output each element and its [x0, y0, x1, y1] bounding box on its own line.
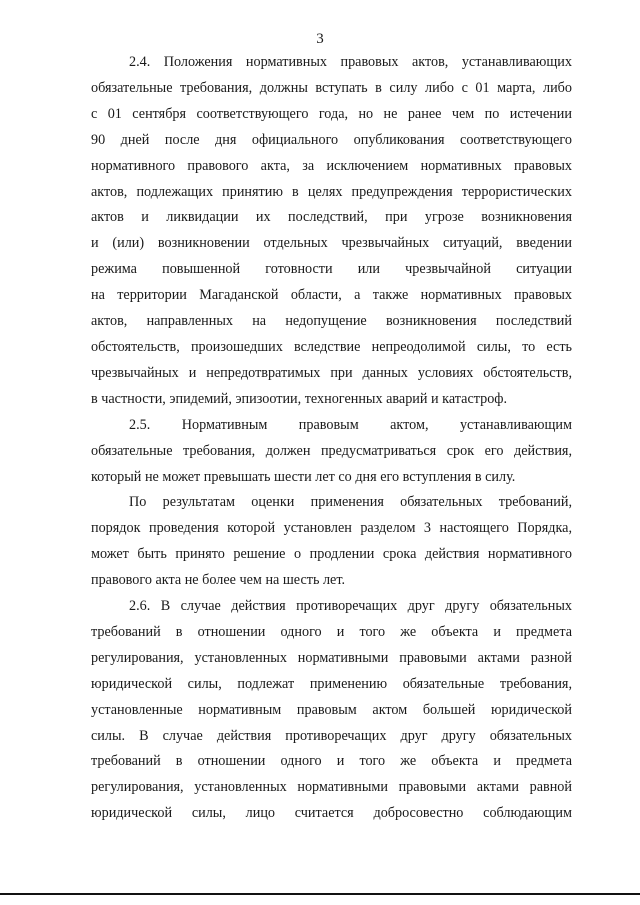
text-line: обязательные требования, должны вступать в силу либо с 01 марта, либо	[91, 79, 572, 96]
text-line: юридической силы, лицо считается добросовестно соблюдающим	[91, 805, 572, 822]
text-line: чрезвычайных и непредотвратимых при данных условиях обстоятельств,	[91, 364, 572, 381]
text-line: на территории Магаданской области, а также нормативных правовых	[91, 287, 572, 304]
text-line: в частности, эпидемий, эпизоотии, техногенных аварий и катастроф.	[91, 390, 508, 407]
text-line: актов, направленных на недопущение возникновения последствий	[91, 313, 572, 330]
text-line: может быть принято решение о продлении срока действия нормативного	[91, 546, 572, 563]
text-line: требований в отношении одного и того же объекта и предмета	[91, 623, 572, 640]
paragraph-2-5-extension	[91, 490, 572, 594]
text-line: регулирования, установленных нормативными правовыми актами разной	[91, 649, 572, 666]
text-line: который не может превышать шести лет со дня его вступления в силу.	[91, 468, 516, 485]
text-line: с 01 сентября соответствующего года, но не ранее чем по истечении	[91, 105, 572, 122]
text-line: обязательные требования, должен предусматриваться срок его действия,	[91, 442, 572, 459]
text-line: правового акта не более чем на шесть лет.	[91, 572, 346, 589]
text-line: обстоятельств, произошедших вследствие непреодолимой силы, то есть	[91, 338, 572, 355]
text-line: 2.6. В случае действия противоречащих друг другу обязательных	[129, 598, 572, 615]
text-line: порядок проведения которой установлен разделом 3 настоящего Порядка,	[91, 520, 572, 537]
paragraph-2-4	[91, 50, 572, 413]
text-line: и (или) возникновении отдельных чрезвычайных ситуаций, введении	[91, 235, 572, 252]
text-line: актов, подлежащих принятию в целях предупреждения террористических	[91, 183, 572, 200]
text-line: 2.5. Нормативным правовым актом, устанавливающим	[129, 416, 572, 433]
page-number: 3	[316, 31, 324, 47]
text-line: нормативного правового акта, за исключением нормативных правовых	[91, 157, 572, 174]
text-line: режима повышенной готовности или чрезвычайной ситуации	[91, 261, 572, 278]
text-line: По результатам оценки применения обязательных требований,	[129, 494, 572, 511]
text-line: требований в отношении одного и того же объекта и предмета	[91, 753, 572, 770]
text-line: установленные нормативным правовым актом большей юридической	[91, 701, 572, 718]
text-line: 90 дней после дня официального опубликования соответствующего	[91, 131, 572, 148]
text-line: 2.4. Положения нормативных правовых актов, устанавливающих	[129, 54, 572, 70]
paragraph-2-6	[91, 594, 572, 827]
bottom-border-line	[0, 893, 640, 895]
document-body	[91, 50, 572, 827]
text-line: актов и ликвидации их последствий, при угрозе возникновения	[91, 209, 572, 226]
text-line: силы. В случае действия противоречащих друг другу обязательных	[91, 727, 572, 744]
text-line: регулирования, установленных нормативными правовыми актами равной	[91, 779, 572, 796]
text-line: юридической силы, подлежат применению обязательные требования,	[91, 675, 572, 692]
paragraph-2-5	[91, 413, 572, 491]
